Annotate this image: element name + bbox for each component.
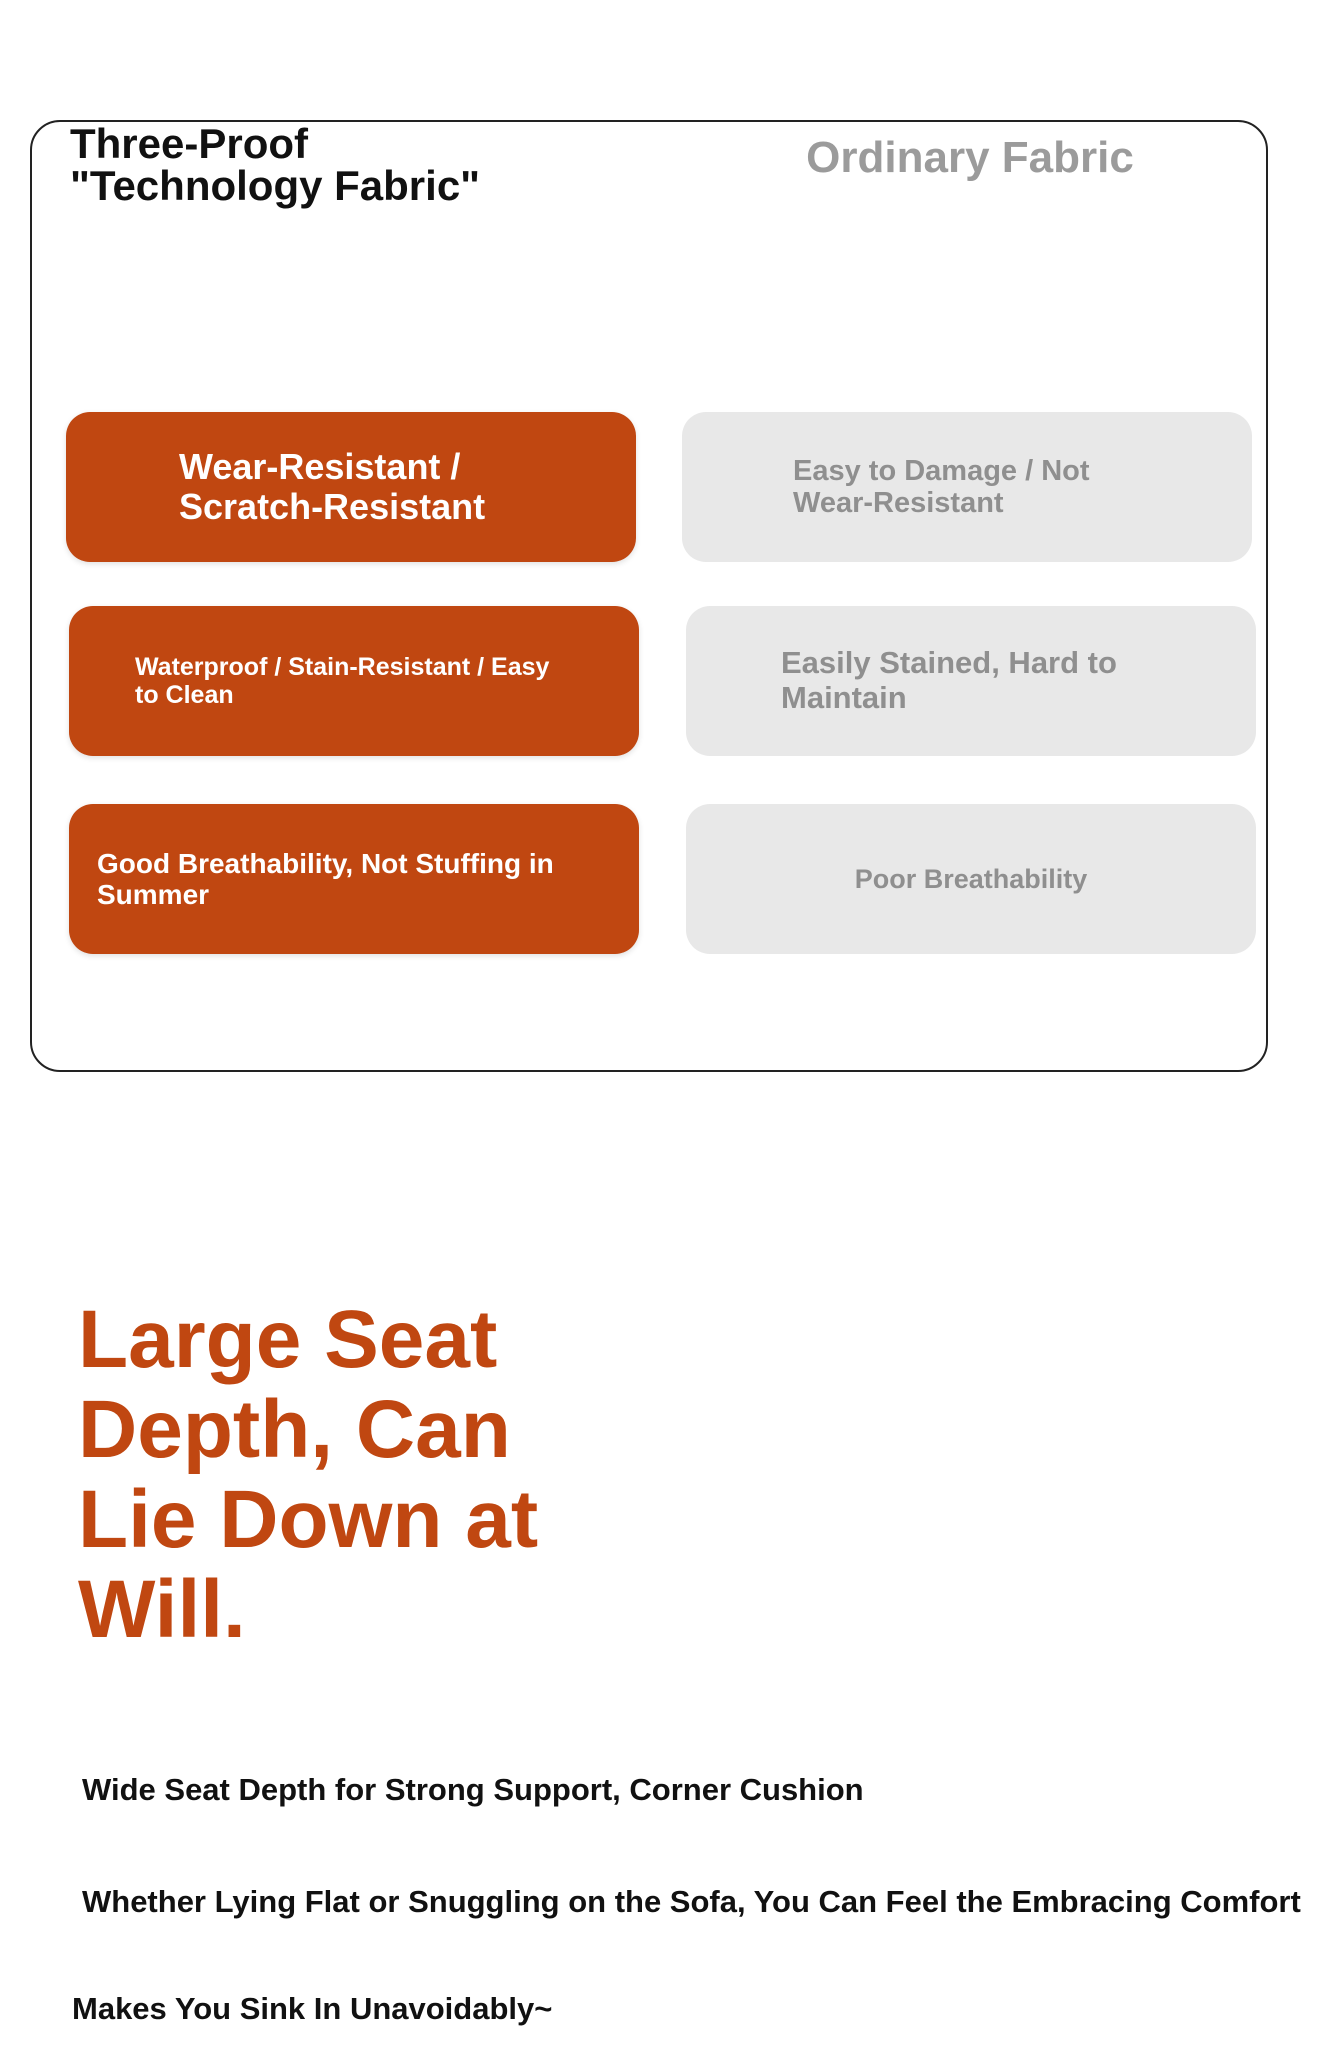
left-title-line-2: "Technology Fabric": [70, 162, 481, 209]
pro-text: Waterproof / Stain-Resistant / Easy to Clean: [135, 653, 550, 709]
feature-line-3: Makes You Sink In Unavoidably~: [72, 1991, 553, 2026]
con-box-easily-stained: [686, 606, 1256, 756]
pro-text: Wear-Resistant / Scratch-Resistant: [179, 445, 486, 527]
con-text: Easily Stained, Hard to Maintain: [781, 645, 1117, 715]
feature-line-2: Whether Lying Flat or Snuggling on the Sofa, You Can Feel the Embracing Comfort: [82, 1884, 1301, 1919]
con-text: Easy to Damage / Not Wear-Resistant: [793, 454, 1090, 519]
pro-box-breathability: [69, 804, 639, 954]
pro-box-waterproof: [69, 606, 639, 756]
headline-line-2: Depth, Can: [78, 1384, 511, 1475]
con-text: Poor Breathability: [854, 863, 1088, 894]
feature-line-1: Wide Seat Depth for Strong Support, Corner Cushion: [82, 1772, 864, 1807]
right-column-title: Ordinary Fabric: [806, 133, 1134, 182]
left-column-title: [70, 120, 481, 209]
pro-text: Good Breathability, Not Stuffing in Summer: [97, 847, 554, 910]
headline-line-4: Will.: [78, 1564, 246, 1655]
headline-line-3: Lie Down at: [78, 1474, 539, 1565]
left-title-line-1: Three-Proof: [70, 120, 309, 167]
con-box-easy-damage: [682, 412, 1252, 562]
headline-line-1: Large Seat: [78, 1294, 498, 1385]
con-box-poor-breathability: [686, 804, 1256, 954]
pro-box-wear-resistant: [66, 412, 636, 562]
feature-headline: [78, 1295, 598, 1655]
